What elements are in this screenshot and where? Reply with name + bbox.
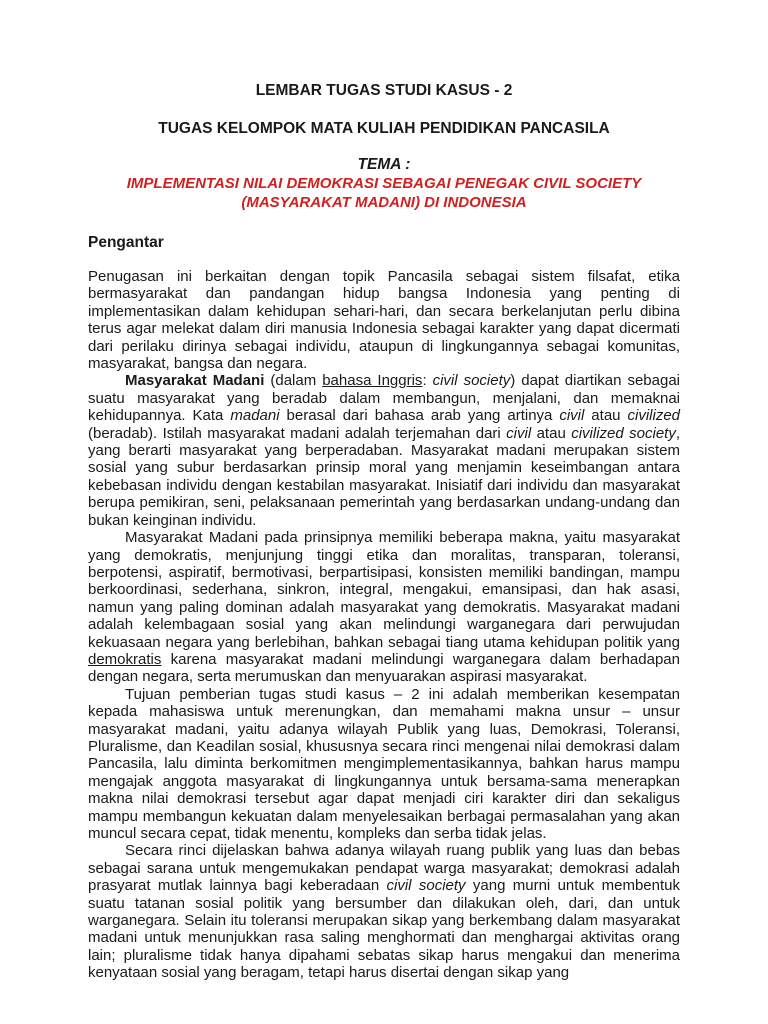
paragraph-2-text: : <box>422 372 433 390</box>
paragraph-4: Tujuan pemberian tugas studi kasus – 2 ini adalah memberikan kesempatan kepada mahasiswa untuk merenungkan, dan memahami makna unsur – unsur masyarakat madani, yaitu adanya wilayah Publik yang luas, Demokrasi, Toleransi, Pluralisme, dan Keadilan sosial, khususnya secara rinci mengenai nilai demokrasi dalam Pancasila, lalu diminta berkomitmen mengimplementasikannya, bahkan harus mampu mengajak anggota masyarakat di lingkungannya untuk bersama-sama menerapkan makna nilai demokrasi tersebut agar dapat menjadi ciri karakter diri dan sekaligus mampu membangun kekuatan dalam menyelesaikan berbagai permasalahan yang akan muncul secara cepat, tidak menentu, kompleks dan serba tidak jelas. <box>88 685 680 842</box>
document-title: LEMBAR TUGAS STUDI KASUS - 2 <box>255 82 513 99</box>
paragraph-3-text: karena masyarakat madani melindungi warganegara dalam berhadapan dengan negara, serta merumuskan dan menyuarakan aspirasi masyarakat. <box>88 650 680 686</box>
paragraph-3-text: Masyarakat Madani pada prinsipnya memiliki beberapa makna, yaitu masyarakat yang demokratis, menjunjung tinggi etika dan moralitas, transparan, toleransi, berpotensi, aspiratif, bermotivasi, berpartisipasi, konsisten memiliki bandingan, mampu berkoordinasi, sederhana, sinkron, integral, mengakui, emansipasi, dan hak asasi, namun yang paling dominan adalah masyarakat yang demokratis. Masyarakat madani adalah kelembagaan sosial yang akan melindungi warganegara dari perwujudan kekuasaan negara yang berlebihan, bahkan sebagai tiang utama kehidupan politik yang <box>88 529 680 651</box>
term-civilized-society: civilized society <box>571 424 676 442</box>
tema-label: TEMA : <box>357 156 411 173</box>
term-masyarakat-madani: Masyarakat Madani <box>125 372 265 390</box>
paragraph-2-text: (dalam <box>264 372 323 390</box>
paragraph-2-text: , yang berarti masyarakat yang berperadaban. Masyarakat madani merupakan sistem sosial yang subur berdasarkan prinsip moral yang menjamin keseimbangan antara kebebasan individu dengan kestabilan masyarakat. Inisiatif dari individu dan masyarakat berupa pemikiran, seni, pelaksanaan pemerintah yang berdasarkan undang-undang dan bukan keinginan individu. <box>88 424 681 529</box>
paragraph-2-text: berasal dari bahasa arab yang artinya <box>279 407 560 425</box>
tema-title-line-2: (MASYARAKAT MADANI) DI INDONESIA <box>241 194 527 211</box>
link-demokratis[interactable]: demokratis <box>88 650 162 668</box>
term-civil: civil <box>559 407 585 425</box>
paragraph-5-text: yang murni untuk membentuk suatu tatanan sosial politik yang bersumber dan dilakukan oleh, dari, dan untuk warganegara. Selain itu toleransi merupakan sikap yang berkembang dalam masyarakat madani untuk menunjukkan rasa saling menghormati dan menghargai aktivitas orang lain; pluralisme tidak hanya dipahami sebatas sikap harus mengakui dan menerima kenyataan sosial yang beragam, tetapi harus disertai dengan sikap yang <box>88 877 680 982</box>
paragraph-2-text: ) dapat diartikan sebagai suatu masyarakat yang beradab dalam membangun, menjalani, dan memaknai kehidupannya. Kata <box>88 372 680 425</box>
paragraph-2 <box>88 372 680 529</box>
term-civilized: civilized <box>627 407 680 425</box>
paragraph-2-text: atau <box>584 407 628 425</box>
term-civil-society: civil society <box>386 877 466 895</box>
tema-title-line-1: IMPLEMENTASI NILAI DEMOKRASI SEBAGAI PENEGAK CIVIL SOCIETY <box>126 175 642 192</box>
section-heading-pengantar: Pengantar <box>88 234 164 251</box>
term-civil: civil <box>506 424 532 442</box>
document-subtitle: TUGAS KELOMPOK MATA KULIAH PENDIDIKAN PANCASILA <box>158 120 610 137</box>
paragraph-3 <box>88 529 680 686</box>
term-madani: madani <box>230 407 280 425</box>
paragraph-2-text: atau <box>531 424 572 442</box>
paragraph-5 <box>88 842 680 981</box>
document-body <box>88 268 680 982</box>
paragraph-5-text: Secara rinci dijelaskan bahwa adanya wilayah ruang publik yang luas dan bebas sebagai sarana untuk mengemukakan pendapat warga masyarakat; demokrasi adalah prasyarat mutlak lainnya bagi keberadaan <box>88 842 680 895</box>
term-civil-society: civil society <box>432 372 511 390</box>
paragraph-1: Penugasan ini berkaitan dengan topik Pancasila sebagai sistem filsafat, etika bermasyarakat dan pandangan hidup bangsa Indonesia yang penting di implementasikan dalam kehidupan sehari-hari, dan secara berkelanjutan perlu dibina terus agar melekat dalam diri manusia Indonesia sebagai karakter yang dapat dicermati dari perilaku dirinya sebagai individu, ataupun di lingkungannya sebagai komunitas, masyarakat, bangsa dan negara. <box>88 268 680 373</box>
link-bahasa-inggris[interactable]: bahasa Inggris <box>322 372 423 390</box>
paragraph-2-text: (beradab). Istilah masyarakat madani adalah terjemahan dari <box>88 424 507 442</box>
